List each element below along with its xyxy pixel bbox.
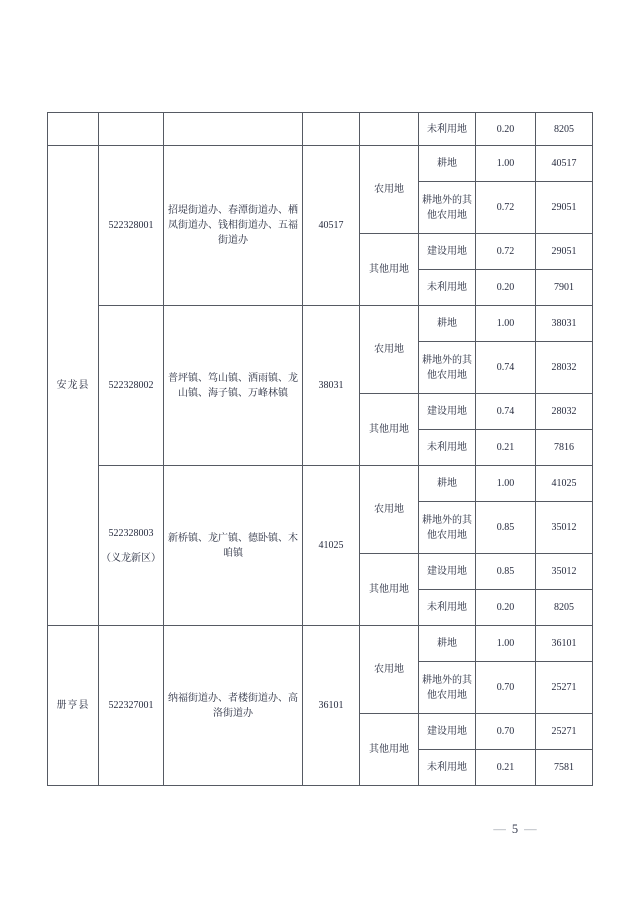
code-note-text: （义龙新区）: [101, 552, 161, 564]
value-cell: 7901: [536, 270, 593, 306]
coefficient-cell: 0.74: [476, 342, 536, 394]
towns-cell: 纳福街道办、者楼街道办、高洛街道办: [164, 626, 303, 786]
towns-cell: 招堤街道办、春潭街道办、栖凤街道办、钱相街道办、五福街道办: [164, 146, 303, 306]
value-cell: 8205: [536, 590, 593, 626]
value-cell: 41025: [536, 466, 593, 502]
coefficient-cell: 0.72: [476, 182, 536, 234]
county-cell: 册亨县: [48, 626, 99, 786]
landtype-cell: 耕地外的其他农用地: [419, 342, 476, 394]
category-cell: 其他用地: [360, 554, 419, 626]
coefficient-cell: 0.21: [476, 430, 536, 466]
code-cell: 522328001: [99, 146, 164, 306]
landtype-cell: 未利用地: [419, 750, 476, 786]
table-row: [48, 466, 593, 502]
value-cell: 35012: [536, 502, 593, 554]
table-row: [48, 306, 593, 342]
landtype-cell: 耕地外的其他农用地: [419, 502, 476, 554]
coefficient-cell: 1.00: [476, 466, 536, 502]
value-cell: 25271: [536, 714, 593, 750]
towns-cell: 普坪镇、笃山镇、洒雨镇、龙山镇、海子镇、万峰林镇: [164, 306, 303, 466]
landtype-cell: 耕地外的其他农用地: [419, 182, 476, 234]
land-use-table: [47, 112, 593, 786]
category-cell: 其他用地: [360, 714, 419, 786]
value-cell: 36101: [536, 626, 593, 662]
category-cell: 农用地: [360, 306, 419, 394]
total-cell: 36101: [303, 626, 360, 786]
landtype-cell: 建设用地: [419, 234, 476, 270]
value-cell: 25271: [536, 662, 593, 714]
coefficient-cell: 0.70: [476, 714, 536, 750]
table-row: [48, 626, 593, 662]
category-cell: 其他用地: [360, 394, 419, 466]
coefficient-cell: 0.20: [476, 270, 536, 306]
value-cell: 35012: [536, 554, 593, 590]
coefficient-cell: 0.72: [476, 234, 536, 270]
landtype-cell: 未利用地: [419, 590, 476, 626]
coefficient-cell: 0.85: [476, 554, 536, 590]
category-cell: 农用地: [360, 466, 419, 554]
page-number-value: 5: [511, 822, 519, 836]
total-cell: 41025: [303, 466, 360, 626]
value-cell: 38031: [536, 306, 593, 342]
landtype-cell: 耕地: [419, 146, 476, 182]
category-cell: [360, 113, 419, 146]
total-cell: [303, 113, 360, 146]
coefficient-cell: 0.74: [476, 394, 536, 430]
value-cell: 40517: [536, 146, 593, 182]
landtype-cell: 未利用地: [419, 430, 476, 466]
landtype-cell: 未利用地: [419, 113, 476, 146]
category-cell: 其他用地: [360, 234, 419, 306]
coefficient-cell: 0.21: [476, 750, 536, 786]
landtype-cell: 建设用地: [419, 714, 476, 750]
coefficient-cell: 1.00: [476, 626, 536, 662]
county-cell: [48, 113, 99, 146]
value-cell: 7816: [536, 430, 593, 466]
towns-cell: [164, 113, 303, 146]
page-number: [468, 822, 562, 837]
total-cell: 38031: [303, 306, 360, 466]
page-number-dash-left: —: [493, 822, 506, 836]
landtype-cell: 建设用地: [419, 554, 476, 590]
coefficient-cell: 1.00: [476, 306, 536, 342]
coefficient-cell: 0.20: [476, 590, 536, 626]
page-number-dash-right: —: [524, 822, 537, 836]
category-cell: 农用地: [360, 626, 419, 714]
landtype-cell: 未利用地: [419, 270, 476, 306]
value-cell: 8205: [536, 113, 593, 146]
value-cell: 28032: [536, 342, 593, 394]
coefficient-cell: 0.70: [476, 662, 536, 714]
coefficient-cell: 1.00: [476, 146, 536, 182]
code-cell: [99, 466, 164, 626]
landtype-cell: 耕地外的其他农用地: [419, 662, 476, 714]
coefficient-cell: 0.85: [476, 502, 536, 554]
value-cell: 29051: [536, 234, 593, 270]
code-cell: 522327001: [99, 626, 164, 786]
landtype-cell: 耕地: [419, 626, 476, 662]
towns-cell: 新桥镇、龙广镇、德卧镇、木咱镇: [164, 466, 303, 626]
landtype-cell: 建设用地: [419, 394, 476, 430]
total-cell: 40517: [303, 146, 360, 306]
category-cell: 农用地: [360, 146, 419, 234]
value-cell: 28032: [536, 394, 593, 430]
coefficient-cell: 0.20: [476, 113, 536, 146]
code-cell: 522328002: [99, 306, 164, 466]
code-text: 522328003: [108, 527, 154, 539]
value-cell: 7581: [536, 750, 593, 786]
code-cell: [99, 113, 164, 146]
table-row: [48, 113, 593, 146]
county-cell: 安龙县: [48, 146, 99, 626]
table-row: [48, 146, 593, 182]
landtype-cell: 耕地: [419, 306, 476, 342]
value-cell: 29051: [536, 182, 593, 234]
landtype-cell: 耕地: [419, 466, 476, 502]
